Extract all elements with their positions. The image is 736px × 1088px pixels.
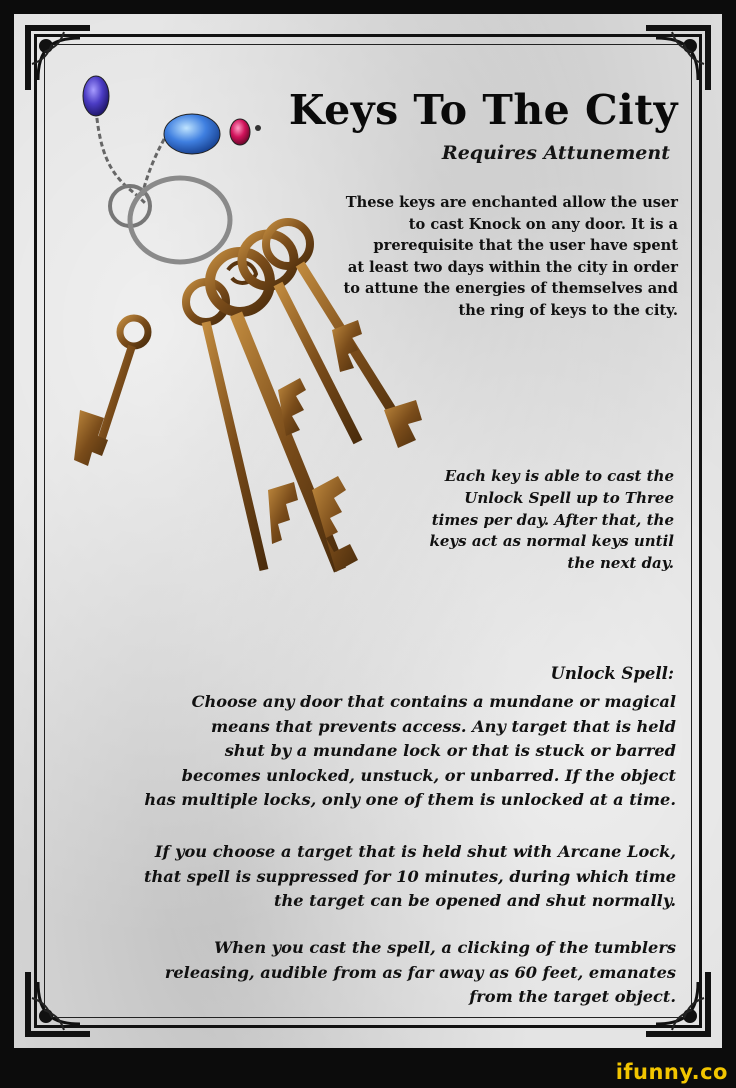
uses-paragraph bbox=[430, 466, 675, 575]
intro-line: the ring of keys to the city. bbox=[458, 301, 678, 319]
uses-line: the next day. bbox=[567, 554, 674, 573]
intro-line: prerequisite that the user have spent bbox=[373, 237, 678, 255]
key-ring-illustration bbox=[68, 70, 438, 590]
uses-line: times per day. After that, the bbox=[431, 510, 674, 529]
uses-line: Unlock Spell up to Three bbox=[464, 488, 674, 507]
attunement-subtitle: Requires Attunement bbox=[441, 142, 670, 164]
click-line: releasing, audible from as far away as 60 feet, emanates bbox=[164, 962, 676, 982]
intro-line: These keys are enchanted allow the user bbox=[345, 194, 678, 211]
arcane-line: If you choose a target that is held shut with Arcane Lock, bbox=[154, 842, 676, 861]
corner-ornament-icon bbox=[642, 24, 712, 94]
unlock-spell-heading: Unlock Spell: bbox=[550, 664, 674, 683]
unlock-line: has multiple locks, only one of them is unlocked at a time. bbox=[144, 790, 676, 809]
clicking-paragraph bbox=[165, 936, 676, 1010]
unlock-line: Choose any door that contains a mundane or magical bbox=[191, 692, 676, 711]
arcane-line: the target can be opened and shut normally. bbox=[273, 891, 676, 910]
click-line: from the target object. bbox=[469, 987, 676, 1006]
click-line: When you cast the spell, a clicking of the tumblers bbox=[214, 938, 676, 957]
ifunny-watermark: ifunny.co bbox=[615, 1060, 728, 1084]
unlock-spell-paragraph bbox=[144, 690, 676, 813]
unlock-line: becomes unlocked, unstuck, or unbarred. If the object bbox=[181, 765, 676, 785]
arcane-line: that spell is suppressed for 10 minutes, during which time bbox=[144, 866, 676, 886]
intro-line: to cast Knock on any door. It is a bbox=[408, 215, 678, 233]
intro-paragraph bbox=[343, 192, 678, 322]
item-card bbox=[14, 14, 722, 1048]
item-title: Keys To The City bbox=[288, 86, 678, 134]
intro-line: at least two days within the city in order bbox=[347, 258, 678, 276]
corner-ornament-icon bbox=[24, 968, 94, 1038]
arcane-lock-paragraph bbox=[144, 840, 676, 914]
uses-line: Each key is able to cast the bbox=[444, 467, 674, 485]
unlock-line: shut by a mundane lock or that is stuck or barred bbox=[224, 741, 676, 760]
unlock-line: means that prevents access. Any target that is held bbox=[210, 716, 676, 736]
intro-line: to attune the energies of themselves and bbox=[343, 280, 678, 298]
uses-line: keys act as normal keys until bbox=[429, 532, 674, 551]
